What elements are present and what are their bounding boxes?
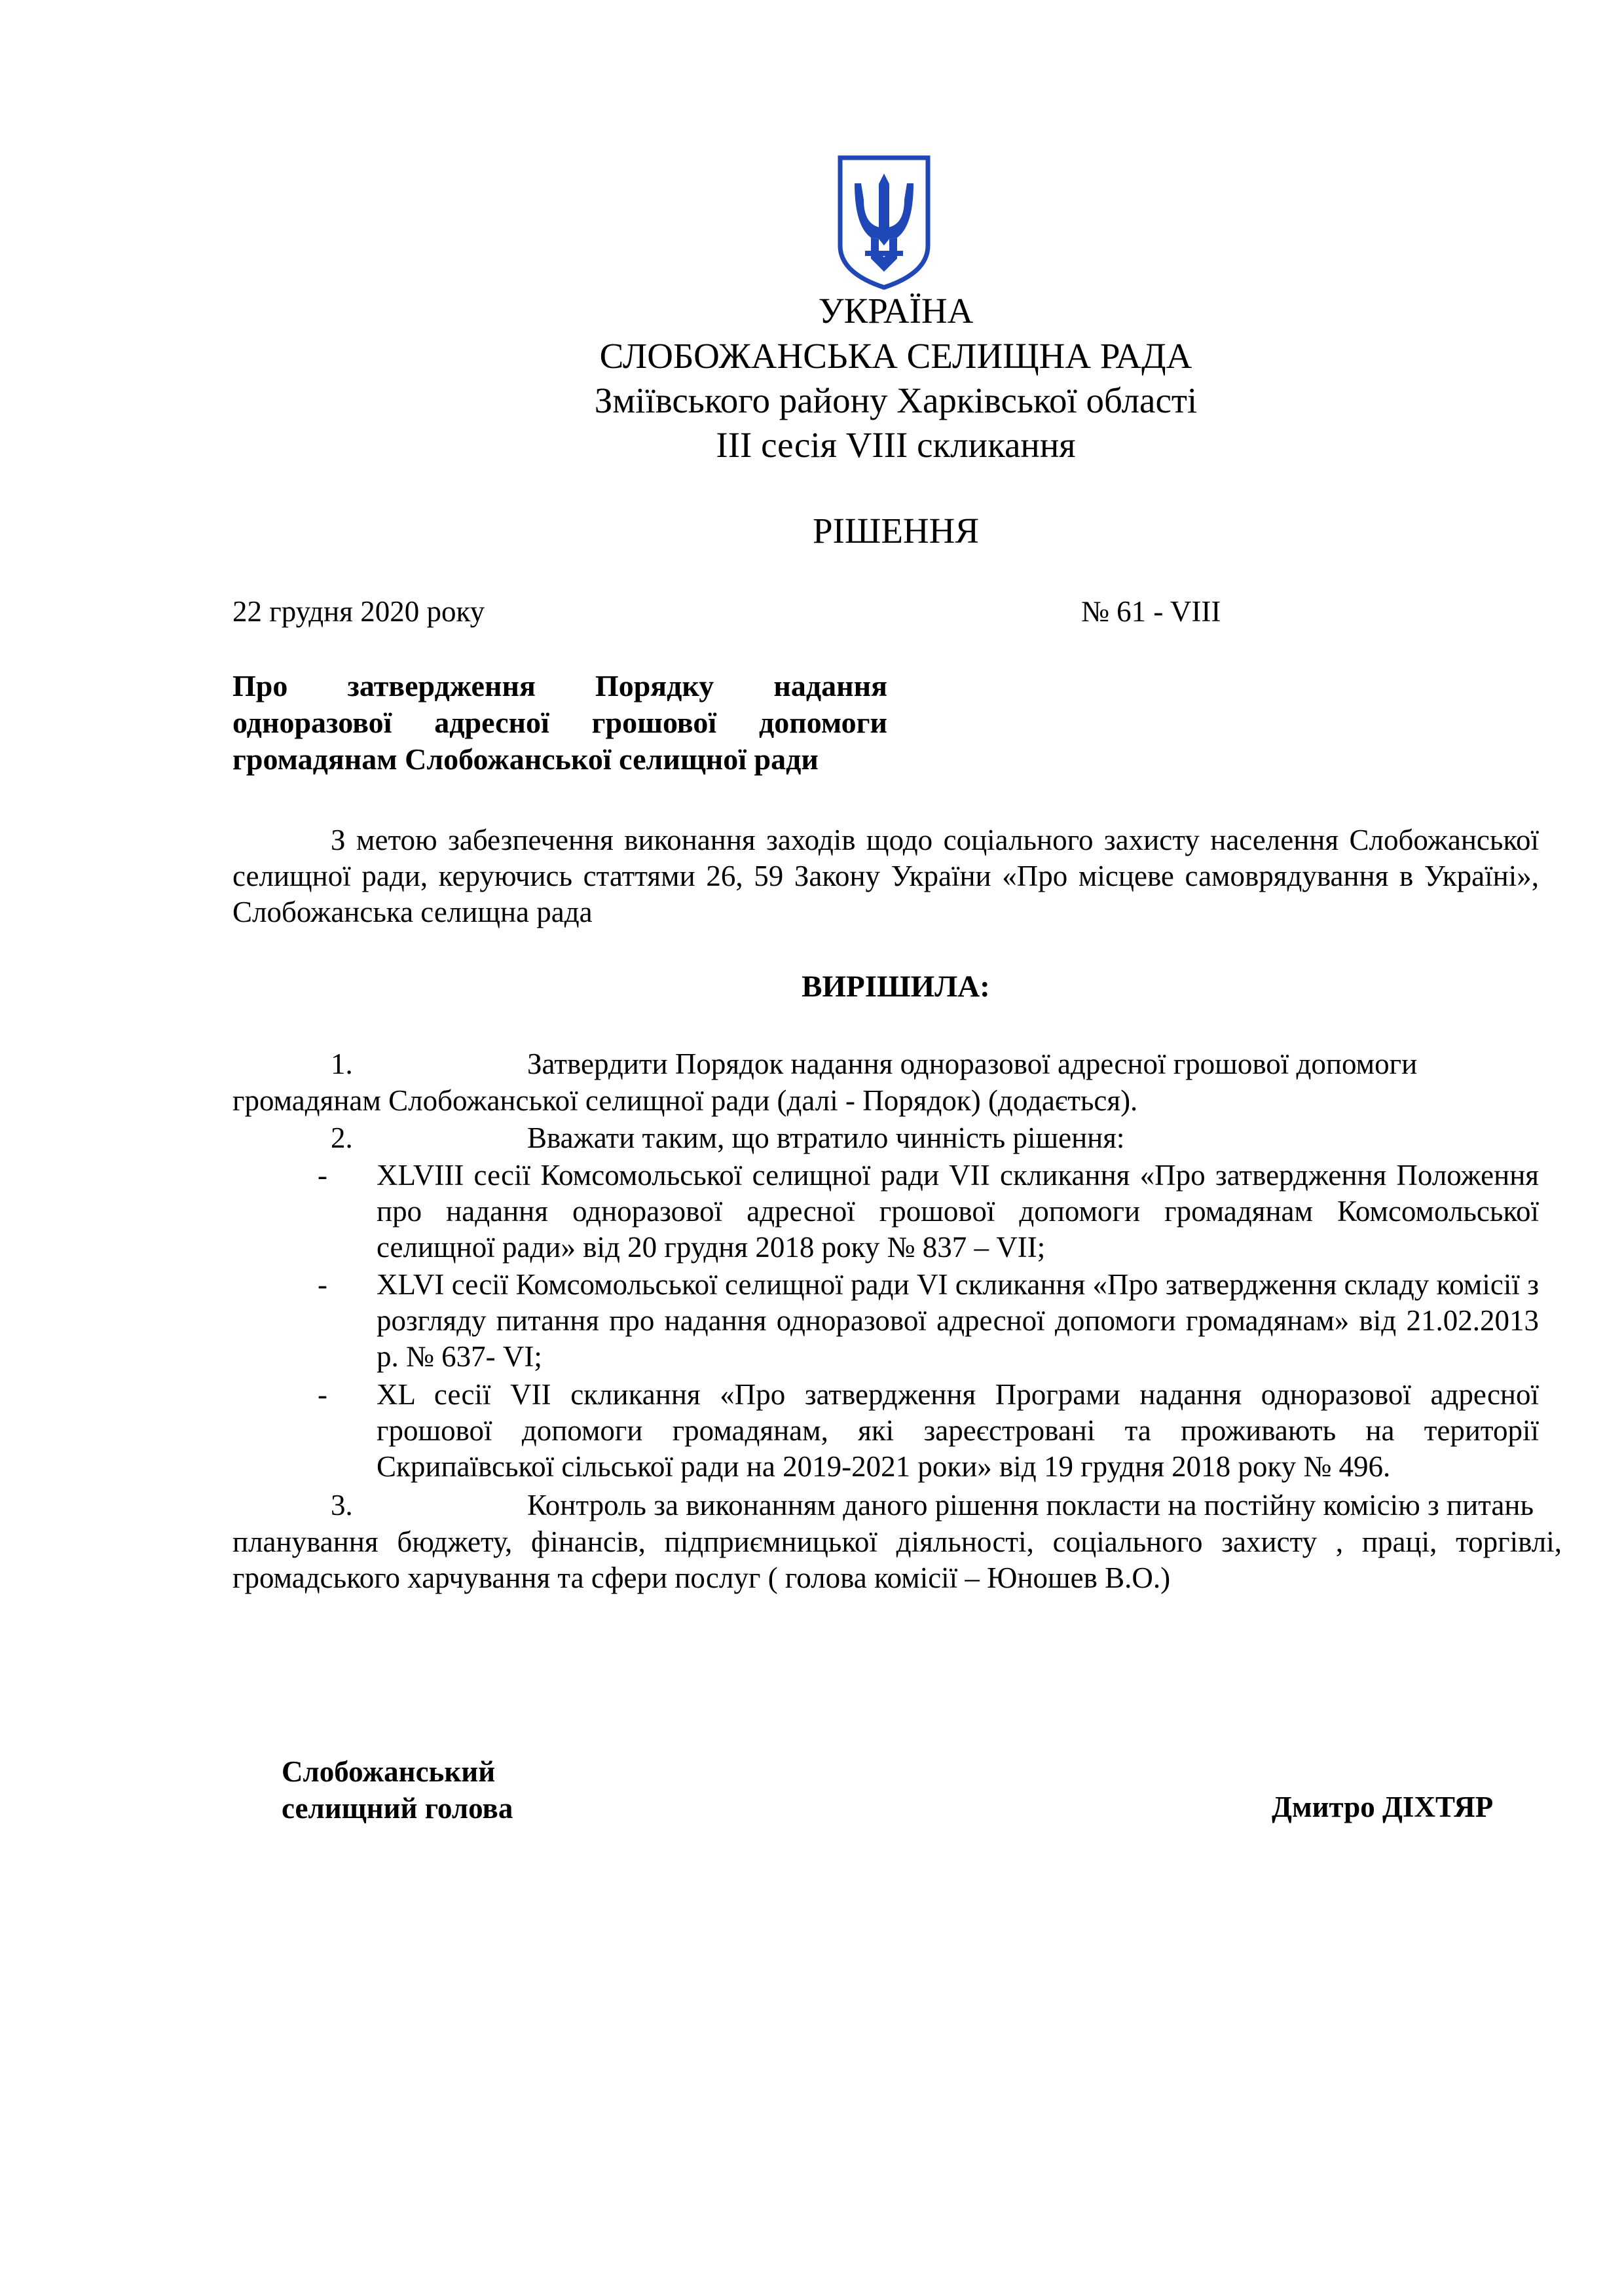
list-bullet-dash: - xyxy=(318,1159,327,1192)
country-heading: УКРАЇНА xyxy=(818,291,974,331)
decided-heading: ВИРІШИЛА: xyxy=(802,970,990,1004)
document-type-heading: РІШЕННЯ xyxy=(812,511,980,551)
list-item-number: 2. xyxy=(331,1121,353,1154)
session-heading: ІІІ сесія VIІІ скликання xyxy=(716,425,1076,465)
signatory-position-line: Слобожанський xyxy=(282,1755,496,1788)
decision-date: 22 грудня 2020 року xyxy=(232,595,485,628)
district-heading: Зміївського району Харківської області xyxy=(594,380,1198,420)
council-heading: СЛОБОЖАНСЬКА СЕЛИЩНА РАДА xyxy=(599,336,1192,376)
repealed-decision-text: XLVІ сесії Комсомольської селищної ради VІ скликання «Про затвердження складу комісії з розгляду питання про надання одноразової адресної допомоги громадянам» від 21.02.2013 р. № 637- VІ; xyxy=(377,1268,1539,1373)
signatory-position xyxy=(282,1753,513,1827)
list-bullet-dash: - xyxy=(318,1378,327,1411)
preamble-paragraph: З метою забезпечення виконання заходів щодо соціального захисту населення Слобожанської селищної ради, керуючись статтями 26, 59 Закону України «Про місцеве самоврядування в Україні», Слобожанська селищна рада xyxy=(232,824,1539,928)
list-item-number: 3. xyxy=(331,1489,353,1522)
signatory-name: Дмитро ДІХТЯР xyxy=(1272,1791,1494,1823)
list-item-continuation: планування бюджету, фінансів, підприємницької діяльності, соціального захисту , праці, торгівлі, громадського харчування та сфери послуг ( голова комісії – Юношев В.О.) xyxy=(232,1525,1562,1594)
decision-title: Про затвердження Порядку надання одноразової адресної грошової допомоги громадянам Слобожанської селищної ради xyxy=(232,669,887,776)
decision-number: № 61 - VIІІ xyxy=(1081,595,1221,628)
list-item-text: Вважати таким, що втратило чинність рішення: xyxy=(527,1121,1125,1154)
repealed-decision-text: XLVIII сесії Комсомольської селищної ради VII скликання «Про затвердження Положення про надання одноразової адресної грошової допомоги громадянам Комсомольської селищної ради» від 20 грудня 2018 року № 837 – VII; xyxy=(377,1159,1539,1264)
list-item-number: 1. xyxy=(331,1048,353,1080)
list-item-text: Контроль за виконанням даного рішення покласти на постійну комісію з питань xyxy=(527,1489,1534,1522)
repealed-decision-text: XL сесії VII скликання «Про затвердження Програми надання одноразової адресної грошової допомоги громадянам, які зареєстровані та проживають на території Скрипаївської сільської ради на 2019-2021 роки» від 19 грудня 2018 року № 496. xyxy=(377,1378,1539,1483)
list-item-text: Затвердити Порядок надання одноразової адресної грошової допомоги xyxy=(527,1048,1418,1080)
coat-of-arms-emblem xyxy=(835,154,933,291)
list-bullet-dash: - xyxy=(318,1268,327,1301)
list-item-continuation: громадянам Слобожанської селищної ради (далі - Порядок) (додається). xyxy=(232,1084,1138,1117)
signatory-position-line: селищний голова xyxy=(282,1792,513,1825)
